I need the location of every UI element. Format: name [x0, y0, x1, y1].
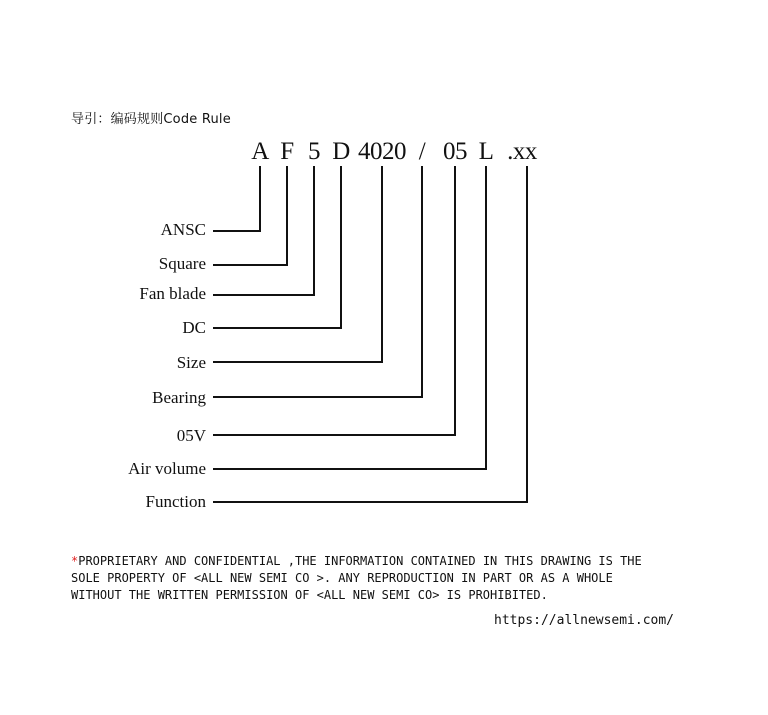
code-segment-a: A — [251, 138, 269, 165]
code-segment-function: .xx — [507, 138, 537, 165]
note-line-2: SOLE PROPERTY OF <ALL NEW SEMI CO >. ANY REPRODUCTION IN PART OR AS A WHOLE — [71, 571, 613, 585]
connector-air-volume — [213, 166, 486, 469]
note-line-1: PROPRIETARY AND CONFIDENTIAL ,THE INFORMATION CONTAINED IN THIS DRAWING IS THE — [78, 554, 642, 568]
code-segment-voltage: 05 — [443, 138, 467, 165]
asterisk-mark: * — [71, 554, 79, 568]
label-dc: DC — [182, 318, 206, 337]
connector-05v — [213, 166, 455, 435]
code-segment-5: 5 — [308, 138, 320, 165]
connector-ansc — [213, 166, 260, 231]
confidentiality-note — [71, 553, 642, 604]
connector-square — [213, 166, 287, 265]
website-url: https://allnewsemi.com/ — [494, 613, 675, 628]
code-segment-size: 4020 — [358, 138, 406, 165]
code-segment-d: D — [332, 138, 350, 165]
label-bearing: Bearing — [152, 388, 206, 407]
label-fan-blade: Fan blade — [139, 284, 206, 303]
code-segment-l: L — [478, 138, 494, 165]
label-function: Function — [145, 492, 206, 511]
code-segment-slash: / — [418, 138, 426, 165]
connector-dc — [213, 166, 341, 328]
label-square: Square — [158, 254, 206, 273]
label-air-volume: Air volume — [128, 459, 206, 478]
code-segment-f: F — [280, 138, 294, 165]
label-size: Size — [176, 353, 206, 372]
note-line-3: WITHOUT THE WRITTEN PERMISSION OF <ALL NEW SEMI CO> IS PROHIBITED. — [71, 588, 548, 602]
label-05v: 05V — [176, 426, 206, 445]
page-title: 导引：编码规则Code Rule — [71, 112, 231, 127]
label-ansc: ANSC — [160, 220, 206, 239]
